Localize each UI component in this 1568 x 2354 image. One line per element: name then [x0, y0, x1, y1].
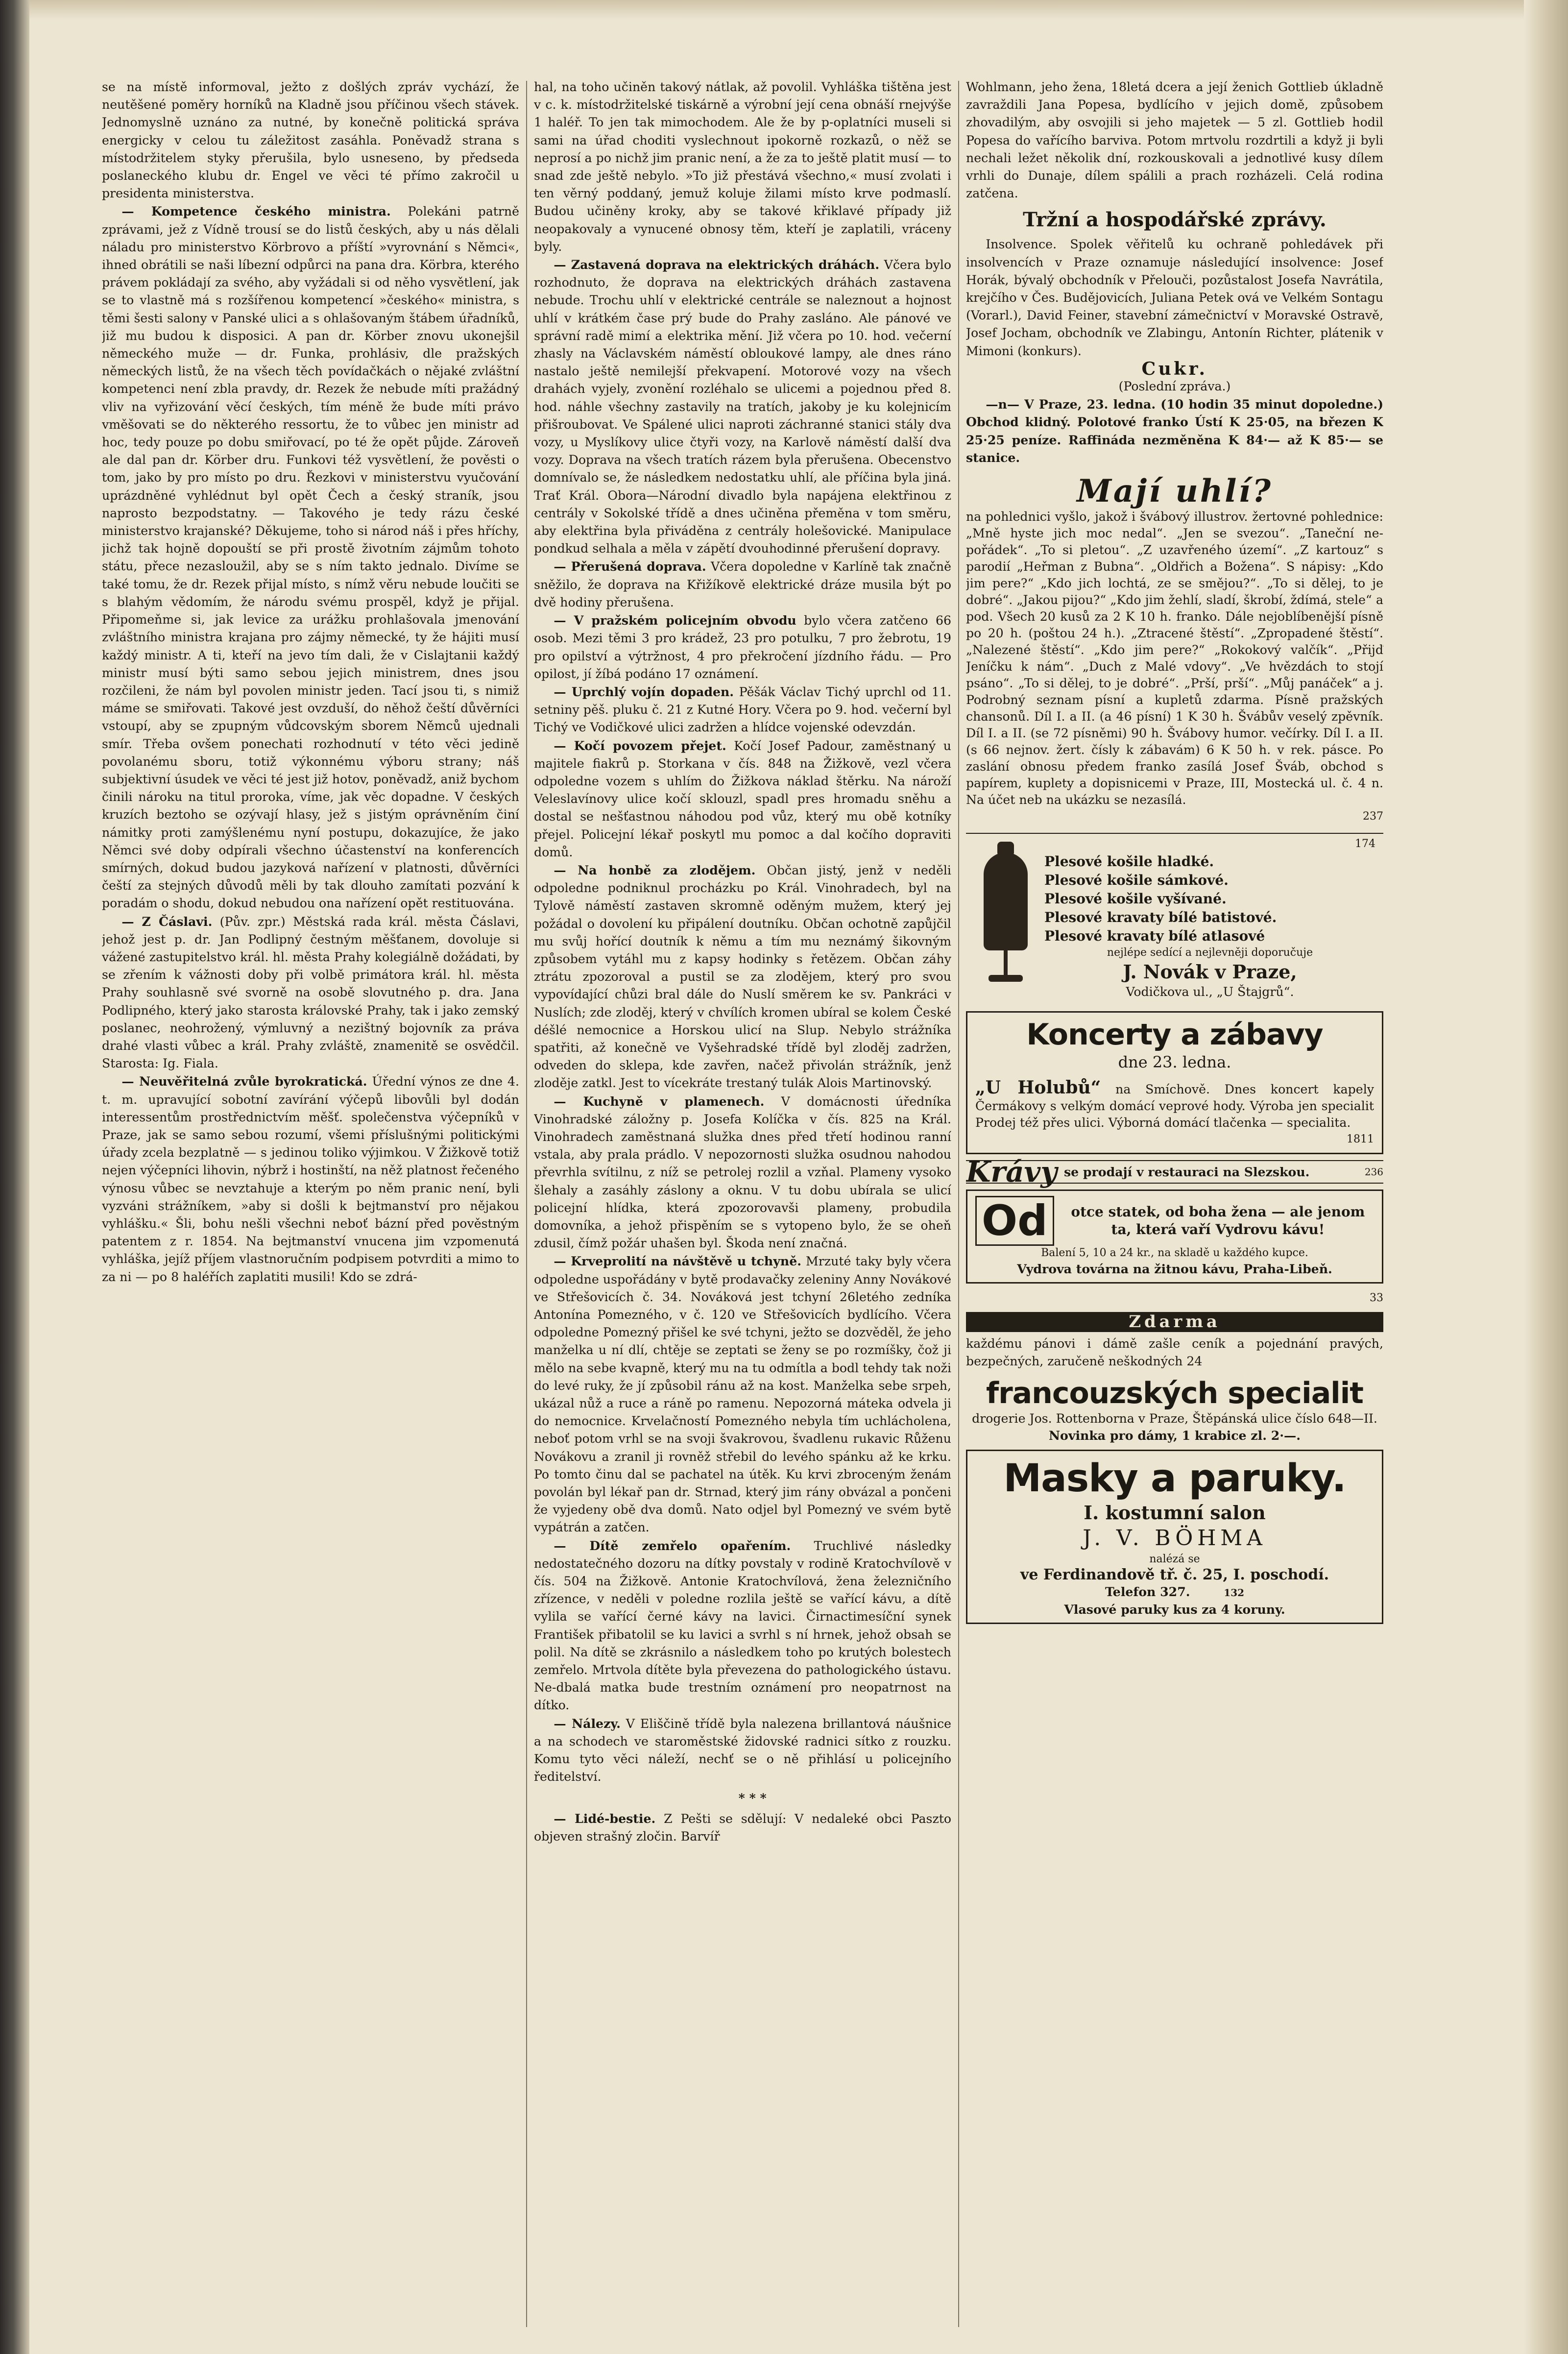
article-body: Včera bylo rozhodnuto, že doprava na elektrických dráhách zastavena nebude. Trochu uhlí v elektrické centrále se naleznout a hojnost uhlí v krátkém čase prý bude do Prahy zasláno. Ale pánové ve správní radě mimí a elektrika mění. Již včera po 10. hod. večerní zhasly na Václavském náměstí obloukové lampy, ale dnes ráno nastalo ještě nemilejší překvapení. Motorové vozy na všech drahách vyjely, zvonění rozléhalo se ulicemi a pojednou před 8. hod. náhle všechny zastavily na tratích, jakoby je ku kolejnicím přišroubovat. Ve Spálené ulici naproti záchranné stanici stály dva vozy, u Myslíkovy ulice čtyři vozy, na Karlově náměstí další dva vozy. Doprava na všech tratích rázem byla přerušena. Obecenstvo domnívalo se, že následkem nedostatku uhlí, ale příčina byla jiná. Trať Král. Obora—Národní divadlo byla napájena elektřinou z centrály v Sokolské třídě a dnes učiněna přeměna v tom směru, aby elektřina byla přiváděna z centrály holešovické. Manipulace pondkud selhala a měla v zápětí dvouhodinné přerušení dopravy.: [534, 258, 951, 556]
article-body: V Eliščině třídě byla nalezena brillantová náušnice a na schodech ve staroměstské židovské radnici sítko z rouzku. Komu tyto věci náleží, nechť se o ně přihlásí u policejního ředitelství.: [534, 1716, 951, 1784]
mannequin-icon: [974, 838, 1037, 985]
ad-body: na pohlednici vyšlo, jakož i švábový illustrov. žertovné pohlednice: „Mně hyste jich moc nedal“. „Jen se svezou“. „Taneční ne-pořádek“. „To si pletou“. „Z uzavřeného území“. „Z kartouz“ s parodií „Heřman z Bubna“. „Oldřich a Božena“. S nápisy: „Kdo jim pere?“ „Kdo jich lochtá, ze se smějou?“. „To si dělej, to je dobré“. „Jakou pijou?“ „Kdo jim žehlí, sladí, škrobí, ždímá, stele“ a pod. Všech 20 kusů za 2 K 10 h. franko. Dále nejoblíbenější písně po 20 h. (poštou 24 h.). „Ztracené štěstí“. „Zpropadené štěstí“. „Nalezené štěstí“. „Kdo jim pere?“ „Rokokový valčík“. „Přijď Jeníčku k nám“. „Duch z Malé vdovy“. „Ve hvězdách to stojí psáno“. „To si dělej, to je dobré“. „Prší, prší“. „Můj panáček“ a j. Podrobný seznam písní a kupletů zdarma. Písně pražských chansonů. Díl I. a II. (a 46 písní) 1 K 30 h. Švábův veselý zpěvník. Díl I. a II. (se 72 písněmi) 90 h. Švábovy humor. večírky. Díl I. a II. (s 66 nejnov. žert. čísly k zábavám) 6 K 50 h. v rek. pásce. Po zaslání obnosu předem franko zasílá Josef Šváb, obchod s papírem, kuplety a dopisnicemi v Praze, III, Mostecká ul. č. 4 n. Na účet neb na ukázku se nezasílá.: [966, 510, 1383, 807]
article-heading: — Krveprolití na návštěvě u tchyně.: [554, 1254, 801, 1269]
ad-title: Masky a paruky.: [1003, 1456, 1346, 1501]
article-dite-zemrelo: [534, 1537, 951, 1715]
ad-phone: Telefon 327.: [1105, 1584, 1190, 1600]
column-rule: [958, 81, 959, 2327]
ad-od-row: [975, 1196, 1374, 1246]
ad-plesove-kosile: [966, 833, 1383, 1005]
ad-francouzske-speciality: [966, 1376, 1383, 1444]
column-1: [102, 78, 519, 2327]
article-heading: — Dítě zemřelo opařením.: [554, 1538, 791, 1553]
article-heading: — Kompetence českého ministra.: [121, 204, 391, 219]
ad-line: Plesové košile sámkové.: [1044, 872, 1229, 889]
article-body: Kočí Josef Padour, zaměstnaný u majitele fiakrů p. Storkana v čís. 848 na Žižkově, vezl včera odpoledne vozem s uhlím do Žižkova náklad štěrku. Na nároží Veleslavínovy ulice kočí sklouzl, spadl pres hromadu sněhu a dostal se nešťastnou náhodou pod vůz, který mu obě kotníky přejel. Policejní lékař poskytl mu pomoc a dal kočího dopraviti domů.: [534, 738, 951, 859]
ad-body: na Smíchově. Dnes koncert kapely Čermákovy s velkým domácí veprové hody. Výroba jen specialit Prodej též přes ulici. Výborná domácí tlačenka — specialita.: [975, 1082, 1375, 1130]
article-paragraph: se na místě informoval, ježto z došlých zpráv vychází, že neutěšené poměry horníků na Kladně jsou příčinou všech stávek. Jednomyslně uznáno za nutné, by konečně politická správa energicky v celou tu záležitost zasáhla. Poněvadž strana s místodržitelem styky přerušila, bylo usneseno, by předseda poslaneckého klubu dr. Engel ve věci té přímo zakročil u presidenta ministerstva.: [102, 80, 519, 201]
article-paragraph: hal, na toho učiněn takový nátlak, až povolil. Vyhláška tištěna jest v c. k. místodržitelské tiskárně a výrobní její cena obnáší rnejvýše 1 haléř. To jen tak mimochodem. Ale že by p-oplatníci museli si sami na úřad choditi vyslechnout ipokorně rozkazů, o něž se neprosí a po nichž jim pranic není, a že za to ještě platit musí — to snad zde ještě nebylo. »To již přestává všechno,« musí zvolati i ten věrný poddaný, jemuž koluje žilami místo krve podmaslí. Budou učiněny kroky, aby se takové křiklavé případy již neopakovaly a vynucené obnosy těm, kteří je zaplatili, vráceny byly.: [534, 80, 951, 254]
article-heading: — V pražském policejním obvodu: [554, 613, 796, 628]
article-zastavena-doprava: [534, 256, 951, 558]
ad-firm: Vydrova továrna na žitnou kávu, Praha-Libeň.: [1017, 1262, 1332, 1277]
article-lide-bestie: [534, 1810, 951, 1845]
ad-drogerie: drogerie Jos. Rottenborna v Praze, Štěpánská ulice číslo 648—II.: [972, 1411, 1377, 1426]
ad-telefon: [975, 1583, 1374, 1601]
ad-maji-uhli: [966, 472, 1383, 827]
article-body: Z Pešti se sdělují: V nedaleké obci Paszto objeven strašný zločin. Barvíř: [534, 1811, 951, 1844]
article-body: Včera dopoledne v Karlíně tak značně sněžilo, že doprava na Křižíkově elektrické dráze musila být po dvě hodiny přerušena.: [534, 559, 951, 609]
page-right-edge: [1524, 0, 1568, 2354]
ad-novinka: Novinka pro dámy, 1 krabice zl. 2·—.: [1049, 1428, 1301, 1443]
article-heading: — Neuvěřitelná zvůle byrokratická.: [121, 1074, 367, 1089]
article-body: (Pův. zpr.) Městská rada král. města Čáslavi, jehož jest p. dr. Jan Podlipný čestným měšťanem, dovoluje si vážené zastupitelstvo král. hl. města Prahy kolegiálně dožádati, by se zřením k vážnosti doby při volbě primátora král. hl. města Prahy souhlasně své svorně na osobě slovutného p. dra. Jana Podlipného, který jako starosta královské Prahy, tak i jako zemský poslanec, neohrožený, výmluvný a nezištný bojovník za práva drahé vlasti vůbec a král. Prahy zvláště, znamenitě se osvědčil. Starosta: Ig. Fiala.: [102, 914, 519, 1071]
article-heading: — Na honbě za zlodějem.: [554, 862, 756, 877]
ad-nalezase: nalézá se: [1149, 1553, 1200, 1566]
ad-number: 174: [1355, 838, 1375, 850]
ad-body: otce statek, od boha žena — ale jenom ta, která vaří Vydrovu kávu!: [1071, 1204, 1365, 1238]
article-heading: — Nálezy.: [554, 1716, 621, 1731]
ad-title: Od: [975, 1196, 1054, 1246]
ad-recommend: nejlépe sedící a nejlevněji doporučuje: [1107, 946, 1313, 959]
section-heading-trzni: Tržní a hospodářské zprávy.: [1023, 208, 1327, 232]
article-body: Polekáni patrně zprávami, jež z Vídně trousí se do listů českých, aby u nás dělali náladu pro ministerstvo Körbrovo a příští »vyrovnání s Němci«, ihned obrátili se naši líbezní odpůrci na pana dra. Körbra, kterého právem pokládají za svého, aby vyžádali si od něho vysvětlení, jak se to vlastně má s rozšířenou kompetencí »českého« ministra, s těmi šesti salony v Panské ulici a s ohlašovaným štábem úřadníků, již mu budou k disposici. A pan dr. Körber znovu ukonejšil německého muže — dr. Funka, prohlásiv, dle pražských německých listů, že na všech těch povídačkách o nějaké zvláštní kompetenci není zbla pravdy, dr. Rezek že nebude míti pražádný vliv na vyřizování věcí českých, tím méně že bude míti právo vměšovati se do některého ressortu, že to vůbec jen ministr ad hoc, tedy pouze po dobu smiřovací, po té že opět půjde. Zároveň ale dal pan dr. Körber dru. Funkovi též vysvětlení, že pověsti o tom, jako by pro místo po dru. Řezkovi v ministerstvu vyučování uprázdněné vyhlédnut byl opět Čech a český straník, jsou naprosto bezpodstatny. — Takového je tedy rázu české ministerstvo krajanské? Děkujeme, toho si národ náš i přes hříchy, jichž tak hojně dopouští se při prostě životním zájmům tohoto státu, přece nezasloužil, aby se s ním takto jednalo. Divíme se také tomu, že dr. Rezek přijal místo, s nímž věru nebude loučiti se s blahým vědomím, že národu svému prospěl, když je přijal. Připomeňme si, jak levice za urážku prohlašovala jmenování zvláštního ministra krajana pro zájmy německé, ty že hájiti musí každý ministr. A ti, kteří na jevo tím dali, že v Cislajtanii každý ministr musí býti samo sebou jejich ministrem, dnes jsou rozčileni, že nám byl povolen ministr jeden. Tací jsou ti, s nimiž máme se smiřovati. Takové jest ovzduší, do něhož čeští důvěrníci vstoupí, aby se zpupným vůdcovským sborem Němců ujednali smír. Třeba ovšem ponechati rozhodnutí v této věci jedině povolanému sboru, totiž výkonnému výboru strany; náš subjektivní úsudek ve věci té jest již hotov, poněvadž, aniž bychom činili nároku na titul proroka, víme, jak věc dopadne. V českých kruzích beztoho se ozývají hlasy, jež s jistým oprávněním činí námitky proti zamýšlenému nyní postupu, dokazujíce, že jako Němci své doby odpírali všechno účastenství na konferencích smírných, dokud budou jazyková nařízení v platnosti, důvěrníci čeští za stejných důvodů měli by tak dlouho zamítati pozvání k poradám o shodu, dokud nebudou ona nařízení opět restituována.: [102, 204, 519, 911]
ad-line: Plesové kravaty bílé batistové.: [1044, 909, 1277, 926]
ad-zdarma-heading: Zdarma: [966, 1312, 1383, 1332]
ad-title: francouzských specialit: [986, 1376, 1363, 1411]
insolvence-notice: Insolvence. Spolek věřitelů ku ochraně pohledávek při insolvencích v Praze oznamuje následující insolvence: Josef Horák, bývalý obchodník v Přelouči, pozůstalost Josefa Navrátila, krejčího v Čes. Budějovicích, Juliana Petek ová ve Velkém Sontagu (Vorarl.), David Feiner, stavební zámečnictví v Moravské Ostravě, Josef Jocham, obchodník ve Zlabingu, Antonín Richter, plátenik v Mimoni (konkurs).: [966, 237, 1383, 358]
article-heading: — Zastavená doprava na elektrických dráhách.: [554, 257, 880, 272]
section-separator: * * *: [738, 1790, 767, 1805]
article-body: Pěšák Václav Tichý uprchl od 11. setniny pěš. pluku č. 21 z Kutné Hory. Včera po 9. hod. večerní byl Tichý ve Vodičkové ulici zadržen a hlídce vojenské odevzdán.: [534, 684, 951, 735]
ad-koncerty: [966, 1011, 1383, 1154]
ad-masky-paruky: [966, 1450, 1383, 1624]
article-heading: — Kočí povozem přejet.: [554, 738, 726, 753]
column-3: [966, 78, 1383, 2327]
ad-line: Plesové košile vyšívané.: [1044, 891, 1227, 907]
article-koci-prejet: [534, 737, 951, 861]
page-top-edge: [29, 0, 1568, 20]
article-body: Občan jistý, jenž v neděli odpoledne podniknul procházku po Král. Vinohradech, byl na Tylově náměstí zastaven skromně oděným mužem, který jej požádal o dovolení ku připálení doutníku. Občan ochotně zapůjčil mu svůj hořící doutník k němu a tím mu neznámý šikovným způsobem vytáhl mu z kapsy hodinky s řetězem. Občan záhy ztrátu zpozoroval a pustil se za zlodějem, který pro svou vypovídající chůzi bral dále do Nuslí směrem ke sv. Pankráci v Nuslích; zde zloděj, který v chvílích kromen ubíral se kolem České déšlé nemocnice a Horskou ulicí na Slup. Nebylo strážníka spatřiti, až konečně ve Vyšehradské třídě byl zloděj zadržen, odveden do sklepa, kde zavřen, načež přivolán strážník, jenž zloděje zatkl. Jest to vícekráte trestaný tulák Alois Martinovský.: [534, 863, 951, 1091]
section-heading-cukr: Cukr.: [1141, 358, 1208, 379]
column-rule: [526, 81, 527, 2327]
article-body: Mrzuté taky byly včera odpoledne uspořádány v bytě prodavačky zeleniny Anny Novákové ve Střešovicích č. 34. Nováková jest tchyní 26letého zedníka Antonína Pomezného, v č. 120 ve Střešovicích bydlícího. Včera odpoledne Pomezný přišel ke své tchyni, ježto se dozvěděl, že jeho manželka u ní dlí, chtěje se zeptati se ženy se po rozmíšky, čož ji mělo na sebe kvapně, který mu na tu odmítla a bodl tehdy tak noži do levé ruky, že jí způsobil ránu až na kost. Manželka sebe srpeh, ukázal nůž a ruce a ráně po ramenu. Nepozorná máteka odvela ji do nemocnice. Krvelačností Pomezného nebyla tím uchlácholena, neboť potom vrhl se na svoji švakrovou, švadlenu rukavic Růženu Novákovu a zranil ji rovněž střebil do levého spánku až ke krku. Po tomto činu dal se pachatel na útěk. Ku krvi zbroceným ženám povolán byl lékař pan dr. Strnad, který jim rány obvázal a pončeni že vyjedeny obě dva domů. Nato odjel byl Pomezný ve svém bytě vypátrán a zatčen.: [534, 1254, 951, 1535]
ad-salon: I. kostumní salon: [1084, 1502, 1266, 1524]
article-kuchyne-v-plamenech: [534, 1092, 951, 1253]
ad-title: Koncerty a zábavy: [1026, 1018, 1323, 1052]
ad-number: 236: [1364, 1166, 1383, 1178]
page-binding-edge: [0, 0, 29, 2354]
ad-vlasove: Vlasové paruky kus za 4 koruny.: [1064, 1602, 1285, 1617]
ad-price: Balení 5, 10 a 24 kr., na skladě u každého kupce.: [1041, 1247, 1308, 1260]
ad-shirts-list: [1044, 838, 1375, 1000]
article-byrokracie: [102, 1072, 519, 1286]
column-2: [534, 78, 951, 2327]
article-nalezy: [534, 1715, 951, 1786]
article-body: Úřední výnos ze dne 4. t. m. upravující sobotní zavírání výčepů libovůli byl dodán interessentům prostřednictvím měšť. společenstva výčepníků v Praze, jak se samo sebou rozumí, všemi příslušnými politickými úřady zcela bezplatně — s jedinou toliko výjimkou. V Žižkově totiž nejen výčepníci lihovin, nýbrž i hostinští, na něž platnost řečeného výnosu vůbec se nevztahuje a kterým po něm pranic není, byli vyzváni strážníkem, »aby si došli k bejtmanství pro nějakou vyhlášku.« Šli, bohu nešli všechni neboť bázní před pověstným patentem z r. 1854. Na bejtmanství vnucena jim vzpomenutá vyhláška, jejíž příjem vlastnoručním podpisem potvrditi a mimo to za ni — po 8 haléřích zaplatiti musili! Kdo se zdrá-: [102, 1074, 519, 1284]
cukr-report: —n— V Praze, 23. ledna. (10 hodin 35 minut dopoledne.) Obchod klidný. Polotové franko Ústí K 25·05, na březen K 25·25 peníze. Raffináda nezměněna K 84·— až K 85·— se stanice.: [966, 397, 1383, 465]
ad-body: se prodají v restauraci na Slezskou.: [1063, 1165, 1310, 1180]
ad-address: Vodičkova ul., „U Štajgrů“.: [1126, 985, 1294, 999]
ad-number: 237: [1363, 810, 1383, 823]
article-heading: — Uprchlý vojín dopaden.: [554, 684, 734, 699]
ad-firm: J. Novák v Praze,: [1123, 961, 1297, 983]
ad-line: Plesové košile hladké.: [1044, 853, 1214, 870]
ad-zdarma-body: [966, 1335, 1383, 1370]
article-body: Truchlivé následky nedostatečného dozoru na dítky povstaly v rodině Kratochvílově v čís. 504 na Žižkově. Antonie Kratochvílová, žena železničního zřízence, v neděli v poledne rozlila ještě se vařící kávu, a dítě vylila se vařící černé kávy na lavici. Čirnactimesíční synek František přibatolil se ku lavici a svrhl s ní hrnek, jehož obsah se polil. Na dítě se zkrásnilo a následkem toho po krutých bolestech zemřelo. Mrtvola dítěte byla převezena do pathologického ústavu. Ne-dbalá matka bude trestním oznámení pro neopatrnost na dítko.: [534, 1538, 951, 1713]
ad-vydrova-kava: [966, 1189, 1383, 1284]
ad-firm: J. V. BÖHMA: [1083, 1526, 1267, 1551]
article-honba-za-zlodejem: [534, 861, 951, 1092]
article-kompetence: [102, 202, 519, 912]
ad-title: Mají uhlí?: [1077, 473, 1273, 510]
article-heading: — Z Čáslavi.: [121, 914, 213, 929]
ad-number: 1811: [1347, 1133, 1374, 1146]
article-caslav: [102, 913, 519, 1073]
ad-body: každému pánovi i dámě zašle ceník a pojednání pravých, bezpečných, zaručeně neškodných: [966, 1336, 1383, 1368]
article-prerusena-doprava: [534, 558, 951, 611]
ad-number: 24: [1186, 1354, 1203, 1368]
cukr-subheading: (Poslední zpráva.): [1118, 379, 1231, 394]
ad-number: 33: [1370, 1292, 1383, 1305]
ad-shirts-body: [974, 838, 1375, 1000]
article-krveproliti: [534, 1252, 951, 1536]
article-body: bylo včera zatčeno 66 osob. Mezi těmi 3 pro krádež, 23 pro potulku, 7 pro žebrotu, 19 pro opilství a výtržnost, 4 pro překročení jízdního řádu. — Pro opilost, jí žíbá podáno 17 oznámení.: [534, 613, 951, 681]
ad-venue: „U Holubů“: [975, 1077, 1101, 1098]
ad-date: dne 23. ledna.: [1118, 1053, 1231, 1072]
ad-title: Krávy: [966, 1155, 1057, 1189]
article-uprchly-vojin: [534, 683, 951, 737]
ad-address: ve Ferdinandově tř. č. 25, I. poschodí.: [1020, 1566, 1329, 1584]
article-body: V domácnosti úředníka Vinohradské záložny p. Josefa Kolíčka v čís. 825 na Král. Vinohradech zaměstnaná služka dnes před třetí hodinou ranní vstala, aby prala prádlo. V nepozornosti služka osudnou nahodou převrhla svítilnu, z níž se petrolej rozlil a vzňal. Plameny vysoko šlehaly a zasáhly záslony a oknu. V tu dobu ubírala se ulicí policejní hlídka, která zpozorovavši plameny, probudila domovníka, a jehož přispěním se s vytopeno bylo, že se oheň zdusil, čímž požár uhašen byl. Škoda není značná.: [534, 1094, 951, 1251]
ad-kravy: [966, 1155, 1383, 1189]
article-policejni-obvod: [534, 611, 951, 683]
ad-line: Plesové kravaty bílé atlasové: [1044, 928, 1265, 945]
article-heading: — Kuchyně v plamenech.: [554, 1093, 765, 1109]
article-heading: — Lidé-bestie.: [554, 1811, 656, 1826]
ad-number: 132: [1224, 1587, 1245, 1599]
article-paragraph: Wohlmann, jeho žena, 18letá dcera a její ženich Gottlieb úkladně zavraždili Jana Popesa, bydlícího v jejich domě, způsobem zhovadilým, aby osvojili si jeho majetek — 5 zl. Gottlieb hodil Popesa do vařícího barviva. Potom mrtvolu rozdrtili a když ji byli nechali ležet několik dní, rozkouskovali a jednotlivé kusy dílem vrhli do Dunaje, dílem spálili a prach rozházeli. Celá rodina zatčena.: [966, 80, 1383, 201]
article-heading: — Přerušená doprava.: [554, 559, 706, 574]
ad-holub: [975, 1079, 1374, 1131]
